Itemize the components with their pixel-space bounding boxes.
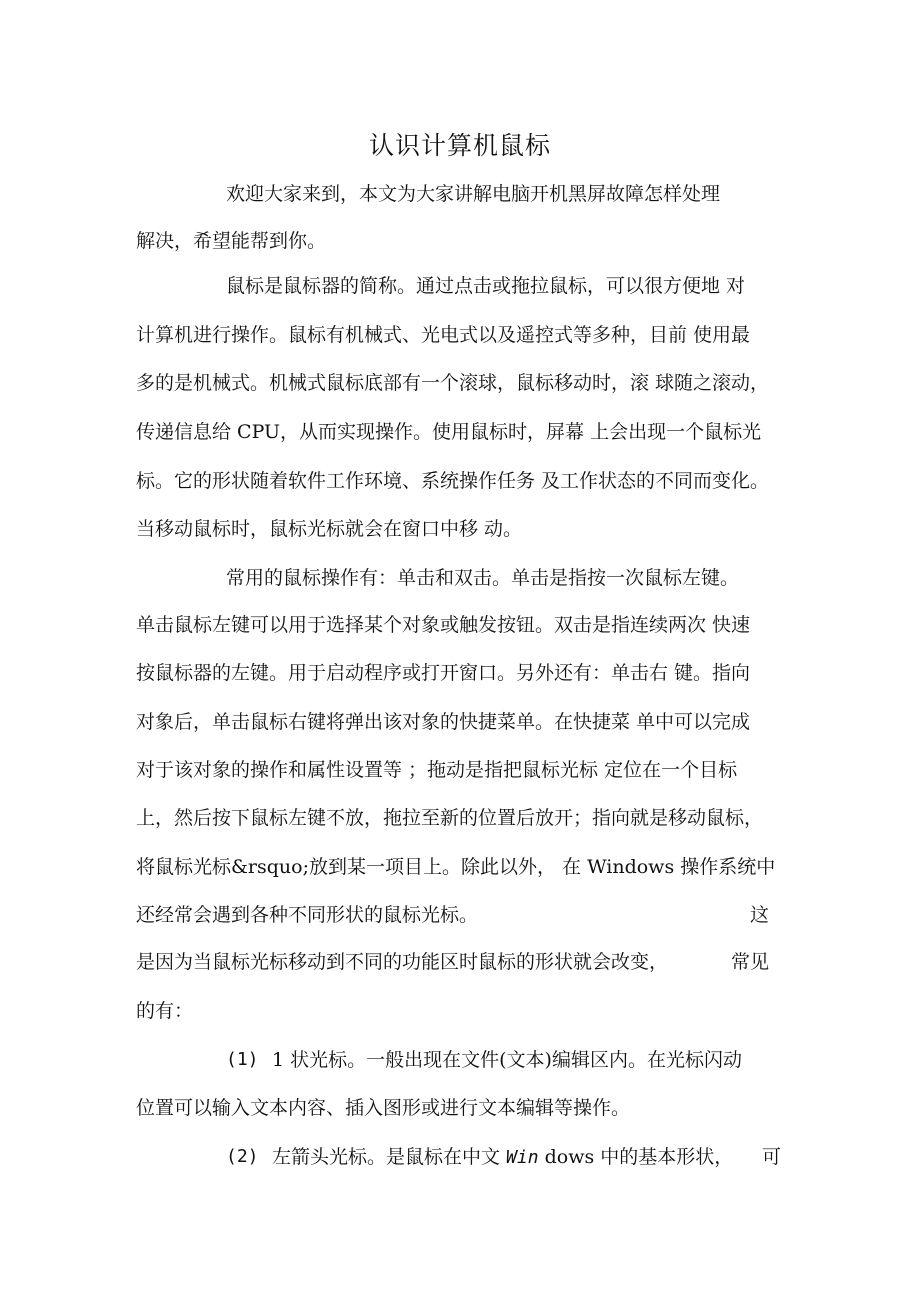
para2-line-5: 对于该对象的操作和属性设置等 ；拖动是指把鼠标光标 定位在一个目标 (136, 759, 738, 781)
item2-number: (2) (226, 1146, 259, 1167)
item2-line-1 (272, 1145, 733, 1170)
item1-line-2: 位置可以输入文本内容、插入图形或进行文本编辑等操作。 (136, 1097, 631, 1119)
para2-line-3: 按鼠标器的左键。用于启动程序或打开窗口。另外还有：单击右 键。指向 (136, 662, 751, 684)
para2-line-9-tail: 常见 (731, 951, 770, 973)
item2-line-1-tail: 可 (762, 1146, 782, 1168)
para2-line-9: 是因为当鼠标光标移动到不同的功能区时鼠标的形状就会改变， (136, 951, 669, 973)
para2-line-7: 将鼠标光标&rsquo;放到某一项目上。除此以外， 在 Windows 操作系统中 (136, 856, 776, 878)
para2-line-2: 单击鼠标左键可以用于选择某个对象或触发按钮。双击是指连续两次 快速 (136, 614, 751, 636)
para2-line-10: 的有： (136, 1000, 194, 1022)
para2-line-8-tail: 这 (750, 904, 770, 926)
para1-line-5: 标。它的形状随着软件工作环境、系统操作任务 及工作状态的不同而变化。 (136, 470, 770, 492)
para2-line-8: 还经常会遇到各种不同形状的鼠标光标。 (136, 904, 479, 926)
document-title: 认识计算机鼠标 (368, 131, 551, 160)
intro-line-2: 解决，希望能帮到你。 (136, 230, 327, 252)
item2-text-win: Win (506, 1147, 539, 1168)
para1-line-4: 传递信息给 CPU，从而实现操作。使用鼠标时，屏幕 上会出现一个鼠标光 (136, 421, 762, 443)
para2-line-6: 上，然后按下鼠标左键不放，拖拉至新的位置后放开；指向就是移动鼠标， (136, 807, 764, 829)
para2-line-4: 对象后，单击鼠标右键将弹出该对象的快捷菜单。在快捷菜 单中可以完成 (136, 711, 751, 733)
item1-line-1: 1 状光标。一般出现在文件(文本)编辑区内。在光标闪动 (272, 1049, 742, 1071)
intro-line-1: 欢迎大家来到，本文为大家讲解电脑开机黑屏故障怎样处理 (226, 183, 721, 205)
item1-number: (1) (226, 1049, 259, 1070)
para1-line-1: 鼠标是鼠标器的简称。通过点击或拖拉鼠标，可以很方便地 对 (226, 275, 746, 297)
para1-line-6: 当移动鼠标时，鼠标光标就会在窗口中移 动。 (136, 518, 523, 540)
para1-line-2: 计算机进行操作。鼠标有机械式、光电式以及遥控式等多种，目前 使用最 (136, 324, 751, 346)
para1-line-3: 多的是机械式。机械式鼠标底部有一个滚球，鼠标移动时，滚 球随之滚动， (136, 372, 770, 394)
item2-text-a: 左箭头光标。是鼠标在中文 (272, 1146, 507, 1168)
item2-text-b: dows 中的基本形状， (538, 1146, 734, 1168)
para2-line-1: 常用的鼠标操作有：单击和双击。单击是指按一次鼠标左键。 (226, 567, 740, 589)
